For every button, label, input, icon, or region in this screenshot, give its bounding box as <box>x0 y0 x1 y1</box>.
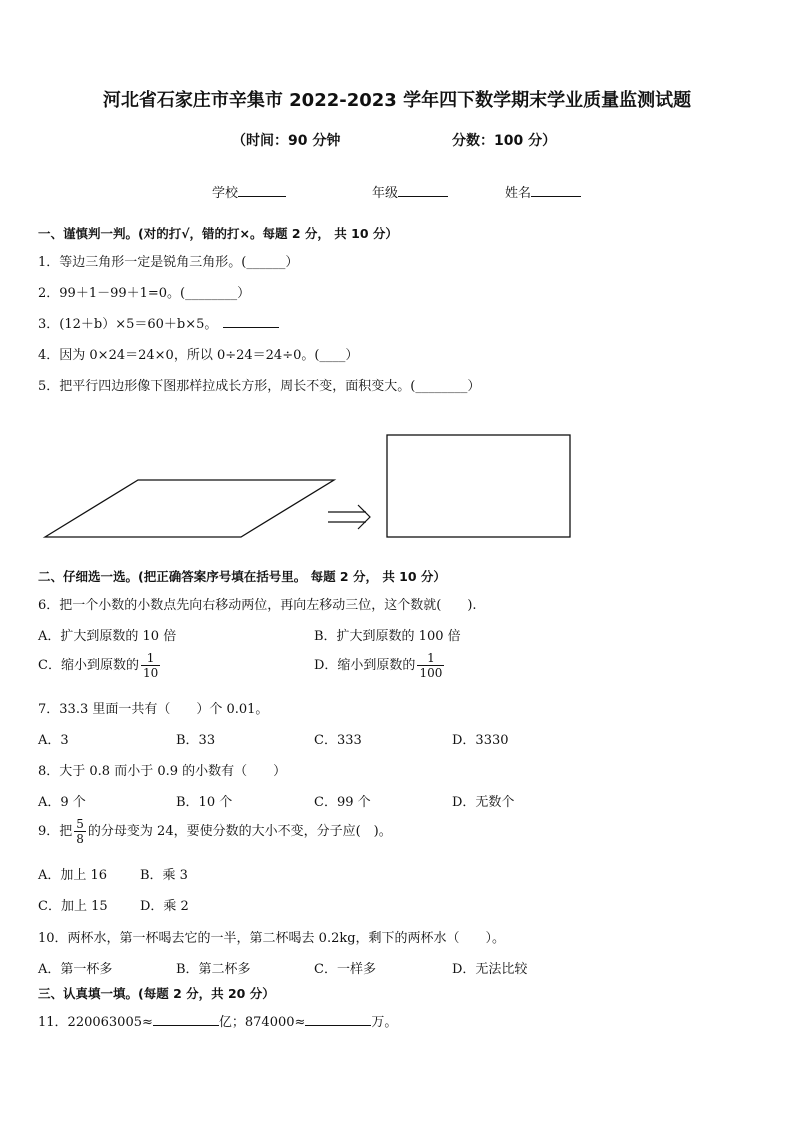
question-8: 8．大于 0.8 而小于 0.9 的小数有（ ） <box>38 764 287 779</box>
fraction-one-hundredth <box>417 651 444 680</box>
school-label: 学校 <box>212 186 239 201</box>
fraction-five-eighths <box>74 817 86 846</box>
question-7-option-c[interactable]: C．333 <box>314 733 362 748</box>
question-11-blank-2[interactable] <box>305 1013 371 1026</box>
question-11-mid: 亿；874000≈ <box>218 1015 306 1030</box>
section3-heading: 三、认真填一填。(每题 2 分，共 20 分） <box>38 986 275 1001</box>
question-8-option-a[interactable]: A．9 个 <box>38 795 86 810</box>
page-title: 河北省石家庄市辛集市 2022-2023 学年四下数学期末学业质量监测试题 <box>102 90 692 111</box>
question-8-option-b[interactable]: B．10 个 <box>176 795 233 810</box>
fraction-one-tenth <box>141 651 160 680</box>
question-10-option-d[interactable]: D．无法比较 <box>452 962 528 977</box>
option-c-text: C．缩小到原数的 <box>38 658 139 673</box>
fraction-numerator: 1 <box>146 651 155 665</box>
question-1: 1．等边三角形一定是锐角三角形。(______） <box>38 255 299 270</box>
question-10-option-b[interactable]: B．第二杯多 <box>176 962 251 977</box>
question-9-option-a[interactable]: A．加上 16 <box>38 868 108 883</box>
section2-heading: 二、仔细选一选。(把正确答案序号填在括号里。 每题 2 分， 共 10 分） <box>38 569 446 584</box>
fraction-denominator: 100 <box>419 666 443 680</box>
question-7: 7．33.3 里面一共有（ ）个 0.01。 <box>38 702 269 717</box>
rectangle-shape <box>387 435 570 537</box>
question-6-option-c[interactable] <box>38 651 162 680</box>
question-6: 6．把一个小数的小数点先向右移动两位，再向左移动三位，这个数就( ). <box>38 598 477 613</box>
question-11-blank-1[interactable] <box>153 1013 219 1026</box>
question-2: 2．99＋1－99＋1=0。(________） <box>38 286 251 301</box>
question-5: 5．把平行四边形像下图那样拉成长方形，周长不变，面积变大。(________） <box>38 379 481 394</box>
exam-time: （时间：90 分钟 <box>232 133 341 149</box>
fraction-numerator: 1 <box>427 651 435 665</box>
question-7-option-a[interactable]: A．3 <box>38 733 69 748</box>
parallelogram-shape <box>45 480 334 537</box>
double-arrow-icon <box>328 505 370 529</box>
question-6-option-d[interactable] <box>314 651 446 680</box>
question-6-option-a[interactable]: A．扩大到原数的 10 倍 <box>38 629 177 644</box>
question-10: 10．两杯水，第一杯喝去它的一半，第二杯喝去 0.2kg，剩下的两杯水（ ）。 <box>38 931 506 946</box>
question-3-text: 3．(12＋b）×5＝60＋b×5。 <box>38 317 218 332</box>
question-7-option-d[interactable]: D．3330 <box>452 733 509 748</box>
question-9 <box>38 817 392 846</box>
question-9-option-b[interactable]: B．乘 3 <box>140 868 188 883</box>
question-9-pre: 9．把 <box>38 824 73 839</box>
question-9-option-c[interactable]: C．加上 15 <box>38 899 108 914</box>
fraction-denominator: 10 <box>142 666 159 680</box>
fraction-denominator: 8 <box>76 832 84 846</box>
question-11-pre: 11．220063005≈ <box>38 1015 153 1030</box>
question-10-option-c[interactable]: C．一样多 <box>314 962 376 977</box>
question-7-option-b[interactable]: B．33 <box>176 733 216 748</box>
grade-label: 年级 <box>372 186 399 201</box>
question-4: 4．因为 0×24＝24×0，所以 0÷24＝24÷0。(____） <box>38 348 359 363</box>
section1-heading: 一、谨慎判一判。(对的打√，错的打×。每题 2 分， 共 10 分） <box>38 226 398 241</box>
fraction-numerator: 5 <box>76 817 84 831</box>
question-8-option-d[interactable]: D．无数个 <box>452 795 515 810</box>
question-8-option-c[interactable]: C．99 个 <box>314 795 371 810</box>
question-11 <box>38 1011 397 1030</box>
option-d-text: D．缩小到原数的 <box>314 658 416 673</box>
question-6-option-b[interactable]: B．扩大到原数的 100 倍 <box>314 629 461 644</box>
question-11-post: 万。 <box>371 1015 398 1030</box>
name-label: 姓名 <box>505 186 532 201</box>
question-9-post: 的分母变为 24，要使分数的大小不变，分子应( )。 <box>87 824 392 839</box>
question-10-option-a[interactable]: A．第一杯多 <box>38 962 113 977</box>
exam-score: 分数：100 分） <box>452 133 557 149</box>
question-9-option-d[interactable]: D．乘 2 <box>140 899 189 914</box>
